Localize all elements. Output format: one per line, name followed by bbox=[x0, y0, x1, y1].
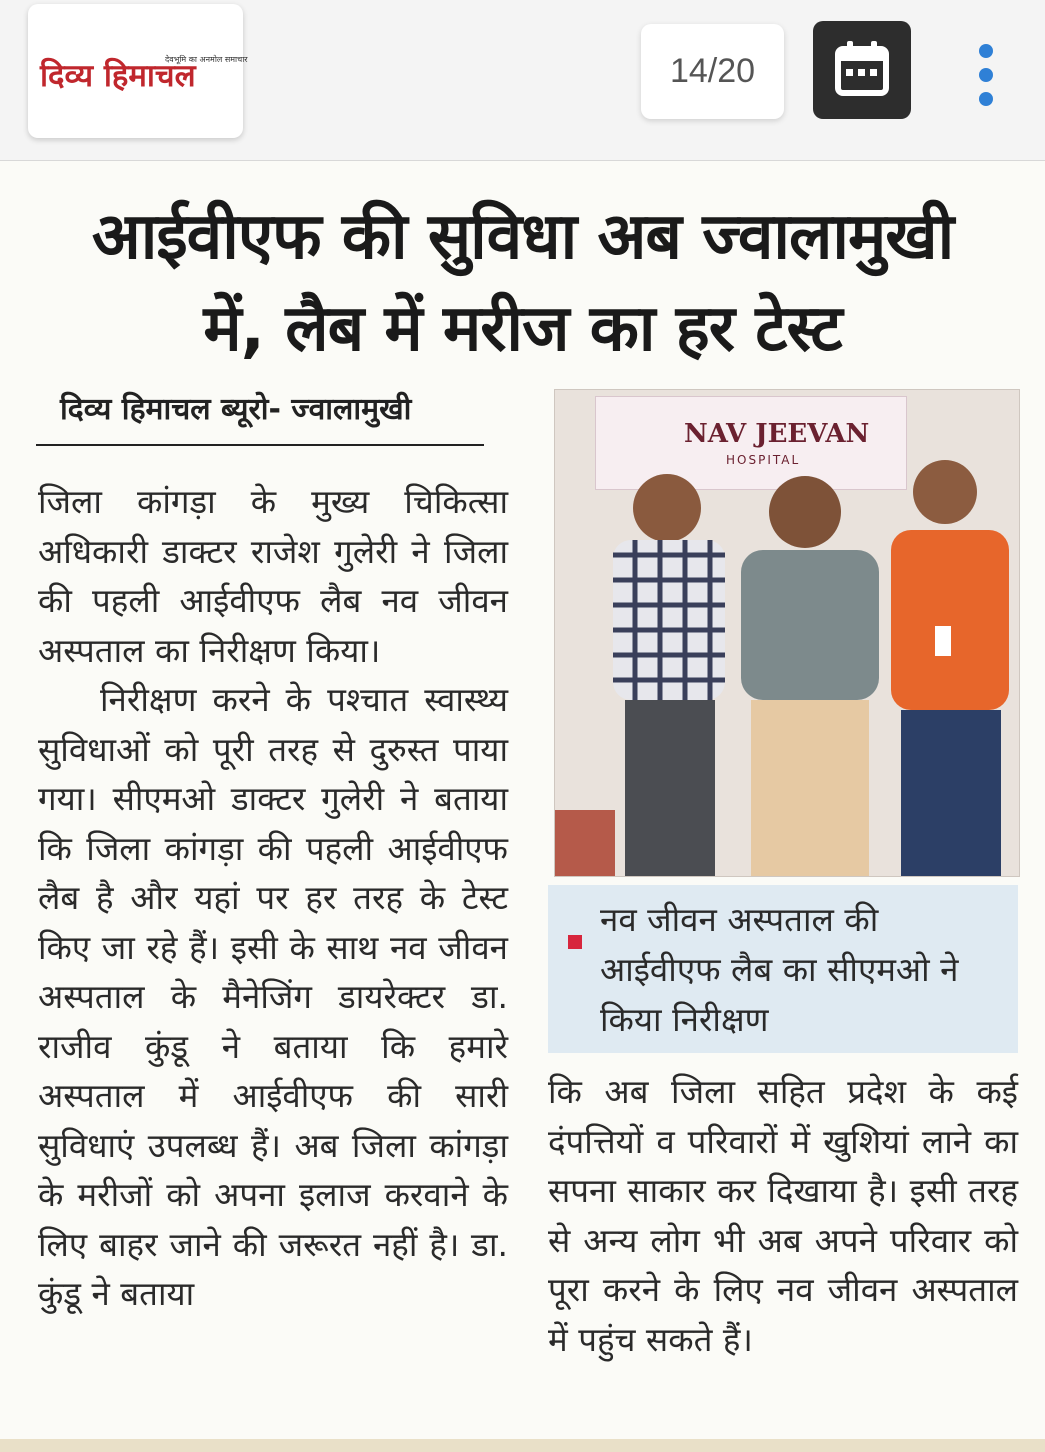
bottom-page-edge bbox=[0, 1439, 1045, 1452]
headline-line-1: आईवीएफ की सुविधा अब ज्वालामुखी bbox=[91, 200, 954, 274]
more-vertical-icon[interactable] bbox=[970, 42, 1002, 108]
app-toolbar bbox=[0, 0, 1045, 161]
article-byline: दिव्य हिमाचल ब्यूरो- ज्वालामुखी bbox=[60, 392, 412, 427]
article-headline bbox=[20, 191, 1025, 375]
photo-caption: नव जीवन अस्पताल की आईवीएफ लैब का सीएमओ ने किया निरीक्षण bbox=[600, 900, 959, 1039]
photo-caption-box bbox=[548, 885, 1018, 1053]
byline-divider bbox=[36, 444, 484, 446]
hospital-sign-text: NAV JEEVAN bbox=[684, 419, 870, 449]
article-photo bbox=[554, 389, 1020, 877]
newspaper-logo[interactable] bbox=[28, 4, 248, 138]
caption-bullet-icon bbox=[568, 935, 582, 949]
calendar-button[interactable] bbox=[813, 21, 911, 119]
newspaper-clipping bbox=[0, 161, 1045, 1452]
hospital-sign-subtext: HOSPITAL bbox=[726, 453, 801, 467]
logo-tagline: देवभूमि का अनमोल समाचार bbox=[165, 55, 248, 64]
calendar-icon bbox=[835, 41, 889, 97]
people-photo-illustration bbox=[555, 390, 1019, 876]
logo-text: दिव्य हिमाचल bbox=[40, 58, 196, 94]
paragraph-2: निरीक्षण करने के पश्चात स्वास्थ्य सुविधाओं को पूरी तरह से दुरुस्त पाया गया। सीएमओ डाक्टर गुलेरी ने बताया कि जिला कांगड़ा की पहली आईवीएफ लैब है और यहां पर हर तरह के टेस्ट किए जा रहे हैं। इसी के साथ नव जीवन अस्पताल के मैनेजिंग डायरेक्टर डा. राजीव कुंडू ने बताया कि हमारे अस्पताल में आईवीएफ की सारी सुविधाएं उपलब्ध हैं। अब जिला कांगड़ा के मरीजों को अपना इलाज करवाने के लिए बाहर जाने की जरूरत नहीं है। डा. कुंडू ने बताया bbox=[38, 680, 508, 1313]
article-body-column-2: कि अब जिला सहित प्रदेश के कई दंपत्तियों व परिवारों में खुशियां लाने का सपना साकार कर दिखाया है। इसी तरह से अन्य लोग भी अब अपने परिवार को पूरा करने के लिए नव जीवन अस्पताल में पहुंच सकते हैं। bbox=[548, 1072, 1018, 1359]
headline-line-2: में, लैब में मरीज का हर टेस्ट bbox=[203, 292, 842, 366]
article-body-column-1 bbox=[38, 477, 508, 1319]
paragraph-1: जिला कांगड़ा के मुख्य चिकित्सा अधिकारी डाक्टर राजेश गुलेरी ने जिला की पहली आईवीएफ लैब नव जीवन अस्पताल का निरीक्षण किया। bbox=[38, 482, 508, 670]
page-indicator[interactable]: 14/20 bbox=[641, 24, 784, 119]
